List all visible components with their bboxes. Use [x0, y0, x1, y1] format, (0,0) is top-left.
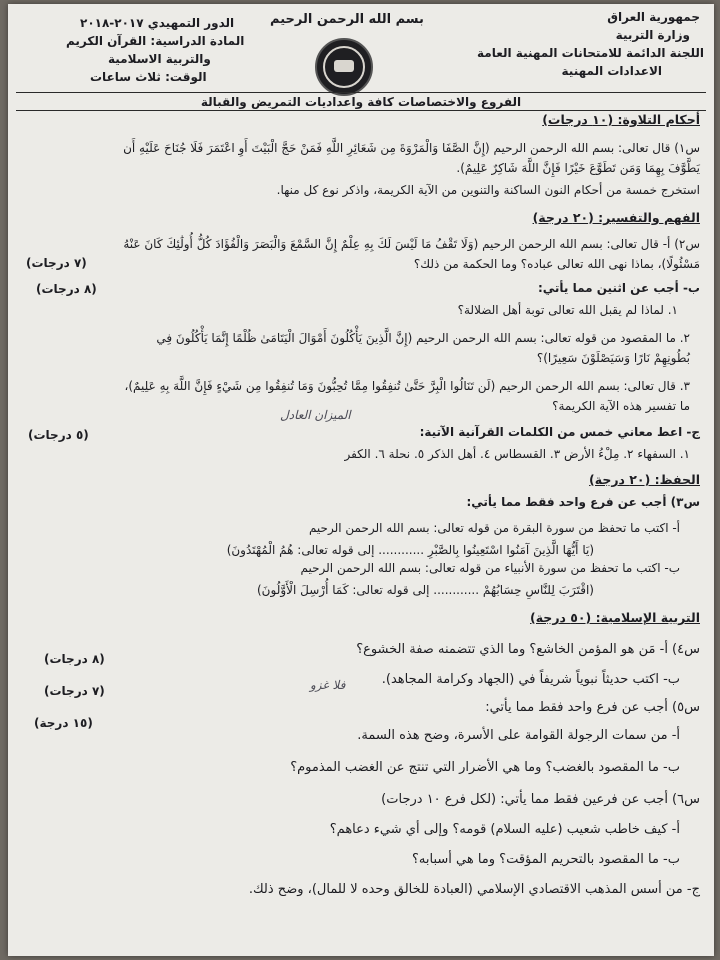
- branches-banner: الفروع والاختصاصات كافة واعداديات التمريض والقبالة: [16, 94, 706, 111]
- header-right-line-1: جمهورية العراق: [607, 10, 700, 24]
- q3-b-line-1: ب- اكتب ما تحفظ من سورة الأنبياء من قوله تعالى: بسم الله الرحمن الرحيم: [300, 561, 680, 575]
- header-left-line-1: الدور التمهيدي ٢٠١٧-٢٠١٨: [80, 16, 235, 30]
- q5-head: س٥) أجب عن فرع واحد فقط مما يأتي:: [485, 700, 700, 715]
- q1-line-3: استخرج خمسة من أحكام النون الساكنة والتنوين من الآية الكريمة، واذكر نوع كل منها.: [276, 183, 700, 197]
- q3-a-line-2: (يَا أَيُّهَا الَّذِينَ آمَنُوا اسْتَعِينُوا بِالصَّبْرِ ............ إلى قوله تعالى: هُمُ الْمُهْتَدُونَ): [226, 543, 594, 557]
- q2-b-2-line-1: ٢. ما المقصود من قوله تعالى: بسم الله الرحمن الرحيم (إِنَّ الَّذِينَ يَأْكُلُونَ أَمْوَالَ الْيَتَامَىٰ ظُلْمًا إِنَّمَا يَأْكُلُونَ فِي: [156, 331, 690, 345]
- exam-sheet: [8, 4, 714, 956]
- q2-b-marks: (٨ درجات): [36, 282, 97, 296]
- q5-a: أ- من سمات الرجولة القوامة على الأسرة، وضح هذه السمة.: [357, 728, 680, 743]
- q4-handwritten-note: فلا غزو: [310, 678, 346, 692]
- q5-b: ب- ما المقصود بالغضب؟ وما هي الأضرار التي تنتج عن الغضب المذموم؟: [290, 760, 680, 775]
- q2-c-marks: (٥ درجات): [28, 428, 89, 442]
- q1-line-1: س١) قال تعالى: بسم الله الرحمن الرحيم (إِنَّ الصَّفَا وَالْمَرْوَةَ مِن شَعَائِرِ اللَّهِ فَمَنْ حَجَّ الْبَيْتَ أَوِ اعْتَمَرَ فَلَا جُنَاحَ عَلَيْهِ أَن: [123, 141, 700, 155]
- q3-a-line-1: أ- اكتب ما تحفظ من سورة البقرة من قوله تعالى: بسم الله الرحمن الرحيم: [308, 521, 680, 535]
- q6-a: أ- كيف خاطب شعيب (عليه السلام) قومه؟ وإلى أي شيء دعاهم؟: [329, 822, 680, 837]
- q2-a-line-2: مَسْئُولًا)، بماذا نهى الله تعالى عباده؟ وما الحكمة من ذلك؟: [413, 257, 700, 271]
- header-left-line-2: المادة الدراسية: القرآن الكريم: [66, 34, 245, 48]
- q2-a-line-1: س٢) أ- قال تعالى: بسم الله الرحمن الرحيم (وَلَا تَقْفُ مَا لَيْسَ لَكَ بِهِ عِلْمٌ إِنَّ السَّمْعَ وَالْبَصَرَ وَالْفُؤَادَ كُلُّ أُولَٰئِكَ كَانَ عَنْهُ: [123, 237, 700, 251]
- section-hifz-title: الحفظ: (٢٠ درجة): [589, 472, 700, 487]
- q3-b-line-2: (اقْتَرَبَ لِلنَّاسِ حِسَابُهُمْ ............ إلى قوله تعالى: كَمَا أُرْسِلَ الْأَوَّلُونَ): [257, 583, 594, 597]
- ministry-logo: [315, 38, 373, 96]
- section-fahm-title: الفهم والتفسير: (٢٠ درجة): [532, 210, 700, 225]
- q2-b-2-line-2: بُطُونِهِمْ نَارًا وَسَيَصْلَوْنَ سَعِيرًا)؟: [536, 351, 690, 365]
- header-left-line-3: والتربية الاسلامية: [108, 52, 211, 66]
- header-right-line-3: اللجنة الدائمة للامتحانات المهنية العامة: [477, 46, 704, 60]
- q2-b-1: ١. لماذا لم يقبل الله تعالى توبة أهل الضلالة؟: [457, 303, 678, 317]
- q6-c: ج- من أسس المذهب الاقتصادي الإسلامي (العبادة للخالق وحده لا للمال)، وضح ذلك.: [248, 882, 700, 897]
- q4-b-marks: (٧ درجات): [44, 684, 105, 698]
- q2-b-head: ب- أجب عن اثنين مما يأتي:: [537, 281, 700, 295]
- q4-b: ب- اكتب حديثاً نبوياً شريفاً في (الجهاد وكرامة المجاهد).: [381, 672, 680, 687]
- header-right-line-4: الاعدادات المهنية: [561, 64, 662, 78]
- header-divider: [16, 92, 706, 93]
- basmala: بسم الله الرحمن الرحيم: [270, 12, 424, 27]
- q3-head: س٣) أجب عن فرع واحد فقط مما يأتي:: [466, 495, 700, 509]
- q2-c-words: ١. السفهاء ٢. مِلْءُ الأرض ٣. القسطاس ٤. أهل الذكر ٥. نحلة ٦. الكفر: [344, 447, 690, 461]
- q2-b-3-line-1: ٣. قال تعالى: بسم الله الرحمن الرحيم (لَن تَنَالُوا الْبِرَّ حَتَّىٰ تُنفِقُوا مِمَّا تُحِبُّونَ وَمَا تُنفِقُوا مِن شَيْءٍ فَإِنَّ اللَّهَ بِهِ عَلِيمٌ)،: [124, 379, 690, 393]
- header-right-line-2: وزارة التربية: [615, 28, 690, 42]
- header-left-line-4: الوقت: ثلاث ساعات: [90, 70, 207, 84]
- q5-marks: (١٥ درجة): [34, 716, 93, 730]
- q1-line-2: يَطَّوَّفَ بِهِمَا وَمَن تَطَوَّعَ خَيْرًا فَإِنَّ اللَّهَ شَاكِرٌ عَلِيمٌ).: [456, 161, 700, 175]
- q4-a: س٤) أ- مَن هو المؤمن الخاشع؟ وما الذي تتضمنه صفة الخشوع؟: [356, 642, 700, 657]
- q6-b: ب- ما المقصود بالتحريم المؤقت؟ وما هي أسبابه؟: [412, 852, 680, 867]
- q2-c-head: ج- اعط معاني خمس من الكلمات القرآنية الآتية:: [419, 425, 700, 439]
- section-tarbiya-title: التربية الإسلامية: (٥٠ درجة): [530, 610, 700, 625]
- q6-head: س٦) أجب عن فرعين فقط مما يأتي: (لكل فرع ١٠ درجات): [381, 792, 700, 807]
- q2-handwritten-note: الميزان العادل: [280, 408, 351, 422]
- q2-a-marks: (٧ درجات): [26, 256, 87, 270]
- q4-a-marks: (٨ درجات): [44, 652, 105, 666]
- q2-b-3-line-2: ما تفسير هذه الآية الكريمة؟: [552, 399, 690, 413]
- section-tilawa-title: أحكام التلاوة: (١٠ درجات): [542, 112, 700, 127]
